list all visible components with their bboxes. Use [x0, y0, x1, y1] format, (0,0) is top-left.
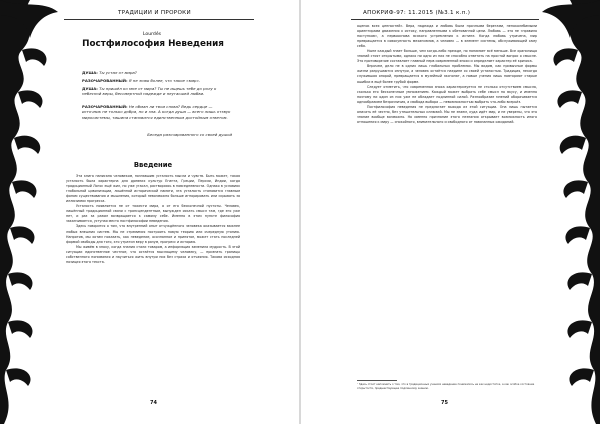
running-header-left: ТРАДИЦИИ И ПРОРОКИ	[118, 10, 191, 16]
epigraph-line-1	[82, 70, 232, 75]
paragraph: оценок всех ценностей». Вера, надежда и любовь были прочными берегами, непоколебимыми ориентирами движения к истоку, направленными к обетованной цели. Любовь — это не «правило поступков», а первооснова всякого устремления к истине. Когда любовь утрачена, мир превращается в совокупность механизмов, а человек — в элемент системы, обслуживающей саму себя.	[357, 24, 537, 49]
running-header-right: АПОКРИФ-97: 11.2015 (№3.1 к.п.)	[363, 10, 471, 16]
speaker: ДУША:	[82, 70, 98, 75]
header-rule-right	[351, 19, 539, 20]
footnote: ¹ Здесь стоит напомнить о том, что в традиционных учениях неведение понималось не как недостаток, а как особое состояние открытости, предшествующее подлинному знанию.	[357, 383, 535, 390]
author: Lourdés	[142, 32, 162, 37]
utterance: Не обман ли твои слова? Ведь сердце — источник не только добра, но и зла. А когда душа — всего лишь отзвук миросистемы, тишина становится единственным достойным ответом.	[82, 104, 231, 120]
right-body-text	[357, 24, 537, 125]
paragraph: Усталость появляется не от тяжести мира, а от его бесконечной пустоты. Человек, лишённый традиционной связи с трансцендентным, вынужден искать смысл там, где его уже нет, и раз за разом возвращается к самому себе. Именно в этом пункте философия заканчивается, уступая место постфилософии неведения.	[66, 204, 240, 224]
utterance: Ты пришёл ко мне от мира? Ты не ищешь тебе до ролу к небесной веры, бессмертной надежде и неугасшей любви.	[82, 86, 217, 97]
speaker: РАЗОЧАРОВАННЫЙ:	[82, 78, 128, 83]
paragraph: Ныне каждый знает больше, чем когда-либо прежде, но понимает всё меньше. Все хранилища знаний стоят открытыми, однако ни одно из них не способно ответить на простой вопрос о смысле. Это противоречие составляет главный нерв современной эпохи и определяет характер её кризиса.	[357, 49, 537, 64]
header-rule-left	[64, 19, 254, 20]
epigraph-line-3	[82, 86, 232, 97]
left-ornament-border	[0, 0, 62, 424]
right-page	[301, 0, 600, 424]
paragraph: Здесь говорится о том, что внутренний опыт отчуждённого человека оказывается важнее любых внешних систем. Мы не стремимся построить новую теорию или очередную утопию. Напротив, мы хотим показать, как неведение, осознанное и принятое, может стать последней формой свободы для того, кто утратил веру в разум, прогресс и историю.	[66, 224, 240, 244]
page-number-right: 75	[441, 400, 448, 406]
footnote-rule	[357, 380, 397, 381]
paragraph: Постфилософия неведения не предлагает выхода из этой ситуации. Она лишь пытается описать её честно, без утешительных иллюзий. Мы не знаем, куда идёт мир, и не уверены, что это знание вообще возможно. Но именно признание этого незнания открывает возможность иного отношения к миру — спокойного, внимательного и свободного от навязанных ожиданий.	[357, 104, 537, 124]
epigraph-source: Беседа разочарованного со своей душой	[147, 132, 232, 137]
paragraph: Следует отметить, что современная эпоха характеризуется не столько отсутствием смысла, сколько его бесконечным умножением. Каждый может выбрать себе смысл по вкусу, и именно поэтому ни один из них уже не обладает подлинной силой. Разнообразие мнений оборачивается однообразием безразличия, а свобода выбора — невозможностью выбрать что-либо всерьёз.	[357, 84, 537, 104]
page-title: Постфилософия Неведения	[82, 39, 224, 49]
paragraph: Эта книга написана человеком, познавшим усталость мысли и чувств. Быть может, такая усталость была характерна для древних культур Египта, Греции, Персии, Индии, когда традиционный Логос ещё жил, но уже угасал, растворяясь в повседневности. Однако в условиях глобальной цивилизации, лишённой исторической памяти, эта усталость становится главным фоном существования и мышления, который невозможно больше игнорировать или скрывать за иллюзиями прогресса.	[66, 174, 240, 204]
section-heading: Введение	[133, 161, 173, 169]
paragraph: Впрочем, дело не в одних лишь глобальных проблемах. Мы видим, как привычные формы жизни разрушаются изнутри, а человек остаётся наедине со своей усталостью. Традиция, некогда служившая опорой, превращается в музейный экспонат, а новые учения лишь повторяют старые ошибки в ещё более грубой форме.	[357, 64, 537, 84]
epigraph-line-2	[82, 78, 232, 83]
epigraph-line-4	[82, 104, 232, 120]
utterance: Я не знаю более, что такое «мир».	[128, 78, 201, 83]
page-number-left: 74	[150, 400, 157, 406]
left-body-text	[66, 174, 240, 265]
right-ornament-border	[538, 0, 600, 424]
left-page	[0, 0, 299, 424]
utterance: Ты устал от мира?	[99, 70, 137, 75]
speaker: ДУША:	[82, 86, 98, 91]
paragraph: Мы живём в эпоху, когда знания стали товаром, а информация заменила мудрость. В этой ситуации единственное честное, что остаётся мыслящему человеку, — признать границы собственного понимания и научиться жить внутри них без страха и отчаяния. Такова исходная позиция этого текста.	[66, 244, 240, 264]
speaker: РАЗОЧАРОВАННЫЙ:	[82, 104, 128, 109]
